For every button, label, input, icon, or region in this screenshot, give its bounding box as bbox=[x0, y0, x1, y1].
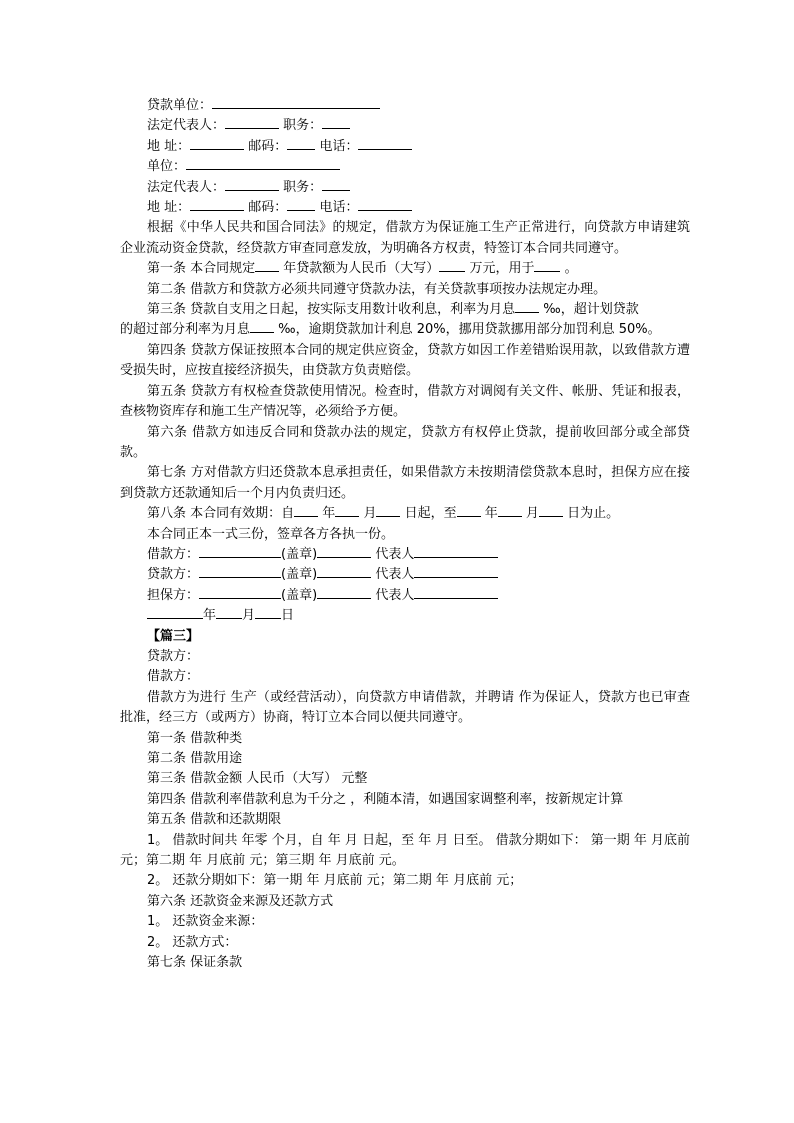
article-7: 第七条 方对借款方归还贷款本息承担责任，如果借款方未按期清偿贷款本息时，担保方应在接到贷款方还款通知后一个月内负责归还。 bbox=[120, 465, 690, 501]
article-3-line-1: 第三条 贷款自支用之日起，按实际支用数计收利息，利率为月息 ‰，超计划贷款 bbox=[147, 302, 639, 318]
blank-field bbox=[322, 178, 350, 191]
borrower-sign-line: 借款方： (盖章) 代表人 bbox=[120, 545, 690, 565]
blank-field bbox=[498, 504, 522, 517]
guarantor-sign-line: 担保方： (盖章) 代表人 bbox=[120, 586, 690, 606]
legal-rep-line-2: 法定代表人： 职务： bbox=[120, 178, 690, 198]
address-line: 地 址： 邮码： 电话： bbox=[120, 137, 690, 157]
contract3-article-5-item-1: 1。 借款时间共 年零 个月，自 年 月 日起，至 年 月 日至。 借款分期如下： 第一期 年 月底前 元；第二期 年 月底前 元；第三期 年 月底前 元。 bbox=[120, 832, 690, 869]
legal-rep-line: 法定代表人： 职务： bbox=[120, 116, 690, 136]
blank-field bbox=[250, 320, 274, 333]
blank-field bbox=[414, 545, 498, 558]
intro-paragraph: 根据《中华人民共和国合同法》的规定，借款方为保证施工生产正常进行，向贷款方申请建筑企业流动资金贷款，经贷款方审查同意发放，为明确各方权责，特签订本合同共同遵守。 bbox=[120, 220, 690, 256]
contract3-article-6-item-2: 2。 还款方式： bbox=[147, 934, 238, 950]
document-page bbox=[120, 96, 690, 973]
contract3-article-3: 第三条 借款金额 人民币（大写） 元整 bbox=[147, 771, 368, 787]
blank-field bbox=[225, 178, 279, 191]
article-2: 第二条 借款方和贷款方必须共同遵守贷款办法，有关贷款事项按办法规定办理。 bbox=[147, 281, 607, 297]
blank-field bbox=[287, 137, 315, 150]
article-1: 第一条 本合同规定 年贷款额为人民币（大写） 万元，用于 。 bbox=[147, 261, 578, 277]
blank-field bbox=[225, 116, 279, 129]
blank-field bbox=[190, 198, 244, 211]
blank-field bbox=[539, 504, 563, 517]
contract3-article-6: 第六条 还款资金来源及还款方式 bbox=[147, 893, 334, 909]
blank-field bbox=[199, 545, 281, 558]
blank-field bbox=[515, 300, 539, 313]
lender-unit-line: 贷款单位： bbox=[120, 96, 690, 116]
blank-field bbox=[255, 606, 281, 619]
section-heading: 【篇三】 bbox=[147, 628, 200, 644]
blank-field bbox=[457, 504, 481, 517]
blank-field bbox=[216, 606, 242, 619]
contract3-article-6-item-1: 1。 还款资金来源： bbox=[147, 914, 264, 930]
article-6: 第六条 借款方如违反合同和贷款办法的规定，贷款方有权停止贷款，提前收回部分或全部贷款。 bbox=[120, 424, 690, 460]
borrower-label: 借款方： bbox=[147, 669, 200, 685]
lender-sign-line: 贷款方： (盖章) 代表人 bbox=[120, 565, 690, 585]
blank-field bbox=[414, 586, 498, 599]
blank-field bbox=[376, 504, 400, 517]
blank-field bbox=[199, 586, 281, 599]
blank-field bbox=[255, 259, 279, 272]
lender-label: 贷款方： bbox=[147, 648, 200, 664]
blank-field bbox=[147, 606, 203, 619]
blank-field bbox=[190, 137, 244, 150]
contract3-article-2: 第二条 借款用途 bbox=[147, 751, 243, 766]
blank-field bbox=[439, 259, 465, 272]
blank-field bbox=[335, 504, 359, 517]
blank-field bbox=[294, 504, 318, 517]
blank-field bbox=[534, 259, 560, 272]
article-5: 第五条 贷款方有权检查贷款使用情况。检查时，借款方对调阅有关文件、帐册、凭证和报表，查核物资库存和施工生产情况等，必须给予方便。 bbox=[120, 383, 690, 420]
contract3-article-5-item-2: 2。 还款分期如下：第一期 年 月底前 元；第二期 年 月底前 元； bbox=[147, 873, 523, 889]
blank-field bbox=[322, 116, 350, 129]
article-4: 第四条 贷款方保证按照本合同的规定供应资金，贷款方如因工作差错贻误用款，以致借款方遭受损失时，应按直接经济损失，由贷款方负责赔偿。 bbox=[120, 342, 690, 379]
article-3-line-2: 的超过部分利率为月息 ‰，逾期贷款加计利息 20%，挪用贷款挪用部分加罚利息 50%。 bbox=[120, 322, 661, 338]
blank-field bbox=[212, 96, 380, 109]
blank-field bbox=[317, 586, 371, 599]
contract3-article-1: 第一条 借款种类 bbox=[147, 730, 243, 746]
unit-line: 单位： bbox=[120, 157, 690, 177]
blank-field bbox=[414, 565, 498, 578]
article-8: 第八条 本合同有效期：自 年 月 日起，至 年 月 日为止。 bbox=[147, 506, 620, 522]
address-line-2: 地 址： 邮码： 电话： bbox=[120, 198, 690, 218]
blank-field bbox=[199, 565, 281, 578]
blank-field bbox=[317, 545, 371, 558]
date-line: 年 月 日 bbox=[120, 606, 690, 626]
blank-field bbox=[358, 198, 412, 211]
contract3-article-4: 第四条 借款利率借款利息为千分之 ，利随本清，如遇国家调整利率，按新规定计算 bbox=[147, 791, 624, 807]
blank-field bbox=[317, 565, 371, 578]
blank-field bbox=[358, 137, 412, 150]
blank-field bbox=[287, 198, 315, 211]
contract3-article-7: 第七条 保证条款 bbox=[147, 955, 243, 971]
contract3-article-5: 第五条 借款和还款期限 bbox=[147, 812, 282, 828]
blank-field bbox=[186, 157, 340, 170]
copies-line: 本合同正本一式三份，签章各方各执一份。 bbox=[147, 526, 395, 542]
contract3-intro: 借款方为进行 生产（或经营活动），向贷款方申请借款，并聘请 作为保证人，贷款方也已审查批准，经三方（或两方）协商，特订立本合同以便共同遵守。 bbox=[120, 689, 690, 726]
